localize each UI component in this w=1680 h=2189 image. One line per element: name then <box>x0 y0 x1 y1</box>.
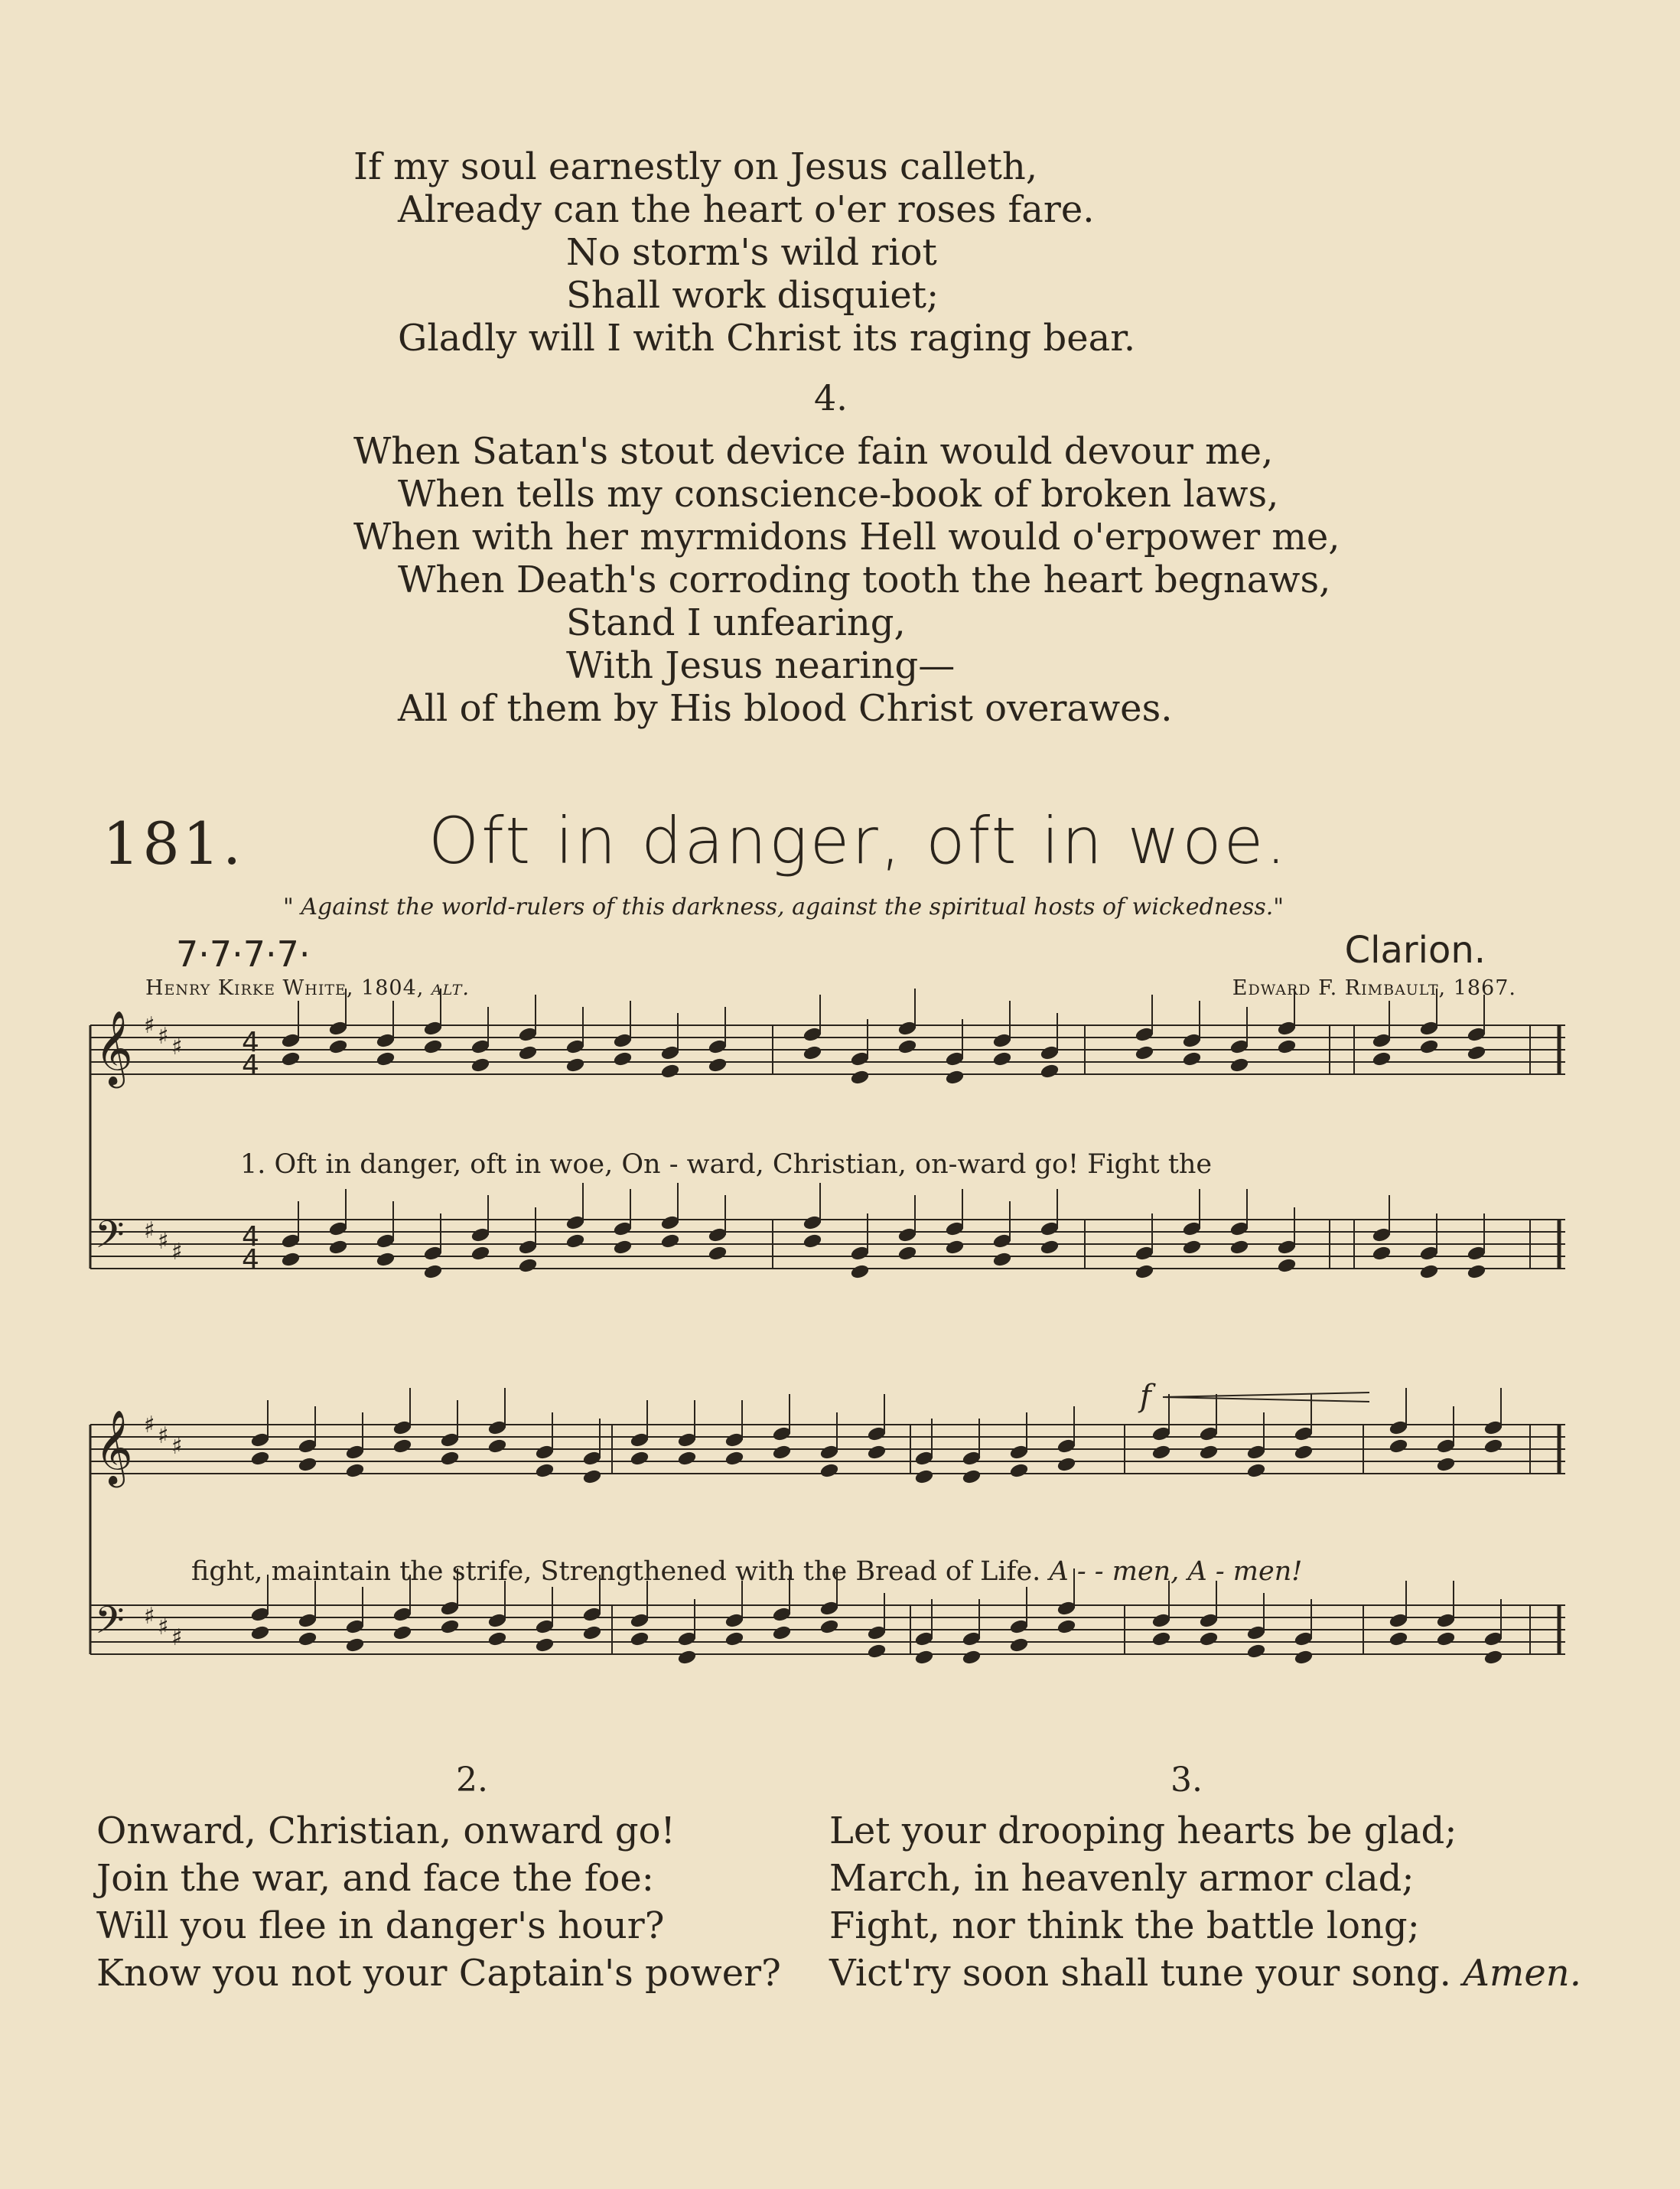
author-alt: alt. <box>431 976 470 1000</box>
note-head <box>423 1021 442 1037</box>
note-head <box>630 1631 649 1647</box>
note-head <box>250 1607 269 1623</box>
note-head <box>345 1463 364 1479</box>
stanza-line-text: Vict'ry soon shall tune your song. <box>829 1952 1451 1995</box>
author-name: Henry Kirke White, <box>145 976 362 1000</box>
note-head <box>1009 1463 1028 1479</box>
note-head <box>1389 1438 1408 1454</box>
note-head <box>677 1650 696 1666</box>
stanza-line: Know you not your Captain's power? <box>96 1952 781 1995</box>
note-head <box>1009 1619 1028 1635</box>
note-head <box>867 1643 886 1660</box>
note-head <box>630 1613 649 1629</box>
verse-line: If my soul earnestly on Jesus calleth, <box>353 145 1038 188</box>
note-head <box>487 1631 506 1647</box>
note-head <box>962 1650 981 1666</box>
note-head <box>328 1039 347 1055</box>
note-head <box>281 1051 300 1067</box>
note-head <box>1419 1021 1438 1037</box>
note-head <box>1057 1438 1076 1454</box>
note-head <box>345 1637 364 1653</box>
note-head <box>897 1227 917 1243</box>
note-head <box>470 1246 490 1262</box>
note-head <box>819 1463 838 1479</box>
note-head <box>487 1438 506 1454</box>
note-head <box>392 1420 412 1436</box>
note-head <box>1483 1438 1503 1454</box>
note-head <box>518 1027 537 1043</box>
note-head <box>565 1057 584 1073</box>
stanza-3-number: 3. <box>1170 1761 1203 1800</box>
note-head <box>1199 1445 1218 1461</box>
note-head <box>1040 1239 1059 1256</box>
sharp-icon: ♯ <box>158 1228 169 1255</box>
note-head <box>470 1057 490 1073</box>
note-head <box>1199 1613 1218 1629</box>
note-head <box>328 1221 347 1237</box>
note-head <box>1040 1045 1059 1061</box>
note-head <box>1436 1631 1455 1647</box>
bass-clef-icon: 𝄢 <box>95 1598 125 1652</box>
time-signature: 4 <box>242 1050 259 1081</box>
note-head <box>376 1252 395 1268</box>
verse-line: When Death's corroding tooth the heart begnaws, <box>398 559 1331 601</box>
note-head <box>867 1625 886 1641</box>
note-head <box>630 1432 649 1448</box>
verse-line: Gladly will I with Christ its raging bear. <box>398 317 1136 360</box>
note-head <box>535 1463 554 1479</box>
note-head <box>1483 1420 1503 1436</box>
time-signature: 4 <box>242 1244 259 1275</box>
note-head <box>1229 1221 1249 1237</box>
note-head <box>281 1033 300 1049</box>
note-head <box>850 1264 869 1280</box>
note-head <box>1009 1445 1028 1461</box>
note-head <box>1483 1650 1503 1666</box>
note-head <box>470 1039 490 1055</box>
note-head <box>708 1057 727 1073</box>
note-head <box>392 1625 412 1641</box>
verse-line: When tells my conscience-book of broken laws, <box>398 473 1279 516</box>
note-head <box>914 1650 933 1666</box>
note-head <box>376 1233 395 1249</box>
note-head <box>1389 1420 1408 1436</box>
note-head <box>1057 1457 1076 1473</box>
note-head <box>298 1613 317 1629</box>
note-head <box>565 1215 584 1231</box>
note-head <box>677 1451 696 1467</box>
note-head <box>1467 1027 1486 1043</box>
note-head <box>1135 1246 1154 1262</box>
note-head <box>914 1469 933 1485</box>
note-head <box>708 1227 727 1243</box>
verse-line: All of them by His blood Christ overawes. <box>398 687 1173 730</box>
note-head <box>992 1051 1011 1067</box>
note-head <box>897 1246 917 1262</box>
verse-line: When Satan's stout device fain would devour me, <box>353 430 1274 473</box>
note-head <box>1389 1613 1408 1629</box>
note-head <box>630 1451 649 1467</box>
note-head <box>992 1233 1011 1249</box>
note-head <box>962 1451 981 1467</box>
note-head <box>803 1045 822 1061</box>
note-head <box>803 1233 822 1249</box>
note-head <box>677 1432 696 1448</box>
note-head <box>850 1246 869 1262</box>
sharp-icon: ♯ <box>171 1239 183 1266</box>
note-head <box>440 1619 459 1635</box>
note-head <box>897 1021 917 1037</box>
note-head <box>819 1601 838 1617</box>
note-head <box>1436 1438 1455 1454</box>
note-head <box>850 1051 869 1067</box>
note-head <box>392 1438 412 1454</box>
note-head <box>1135 1045 1154 1061</box>
note-head <box>518 1045 537 1061</box>
verse-line: When with her myrmidons Hell would o'erpower me, <box>353 516 1340 559</box>
note-head <box>1294 1426 1313 1442</box>
note-head <box>582 1469 601 1485</box>
verse-line: Shall work disquiet; <box>566 274 939 317</box>
note-head <box>613 1239 632 1256</box>
composer-credit: Edward F. Rimbault, 1867. <box>1232 976 1516 1000</box>
crescendo-hairpin <box>1163 1397 1369 1402</box>
note-head <box>660 1233 679 1249</box>
note-head <box>298 1457 317 1473</box>
note-head <box>440 1432 459 1448</box>
crescendo-hairpin <box>1163 1393 1369 1397</box>
note-head <box>1467 1246 1486 1262</box>
stanza-3 <box>829 1757 1680 1997</box>
stanza-line: Will you flee in danger's hour? <box>96 1904 665 1947</box>
note-head <box>992 1252 1011 1268</box>
stanza-line: Join the war, and face the foe: <box>96 1857 654 1900</box>
note-head <box>1419 1246 1438 1262</box>
note-head <box>1277 1239 1296 1256</box>
stanza-line: Onward, Christian, onward go! <box>96 1810 676 1852</box>
note-head <box>1151 1426 1170 1442</box>
note-head <box>518 1239 537 1256</box>
note-head <box>1372 1051 1391 1067</box>
note-head <box>819 1445 838 1461</box>
note-head <box>1389 1631 1408 1647</box>
note-head <box>423 1246 442 1262</box>
note-head <box>772 1625 791 1641</box>
note-head <box>535 1637 554 1653</box>
note-head <box>423 1264 442 1280</box>
note-head <box>250 1625 269 1641</box>
note-head <box>677 1631 696 1647</box>
note-head <box>945 1221 964 1237</box>
tune-name: Clarion. <box>1344 929 1486 972</box>
note-head <box>582 1451 601 1467</box>
sharp-icon: ♯ <box>158 1614 169 1640</box>
meter: 7·7·7·7· <box>176 933 311 975</box>
stanza-line: Let your drooping hearts be glad; <box>829 1810 1457 1852</box>
note-head <box>724 1613 744 1629</box>
note-head <box>867 1426 886 1442</box>
note-head <box>1372 1246 1391 1262</box>
note-head <box>1199 1426 1218 1442</box>
sharp-icon: ♯ <box>158 1023 169 1050</box>
treble-clef-icon: 𝄞 <box>95 1010 133 1085</box>
forte-marking: f <box>1140 1379 1151 1414</box>
note-head <box>518 1258 537 1274</box>
note-head <box>1246 1463 1265 1479</box>
sharp-icon: ♯ <box>171 1624 183 1651</box>
note-head <box>724 1432 744 1448</box>
note-head <box>772 1445 791 1461</box>
note-head <box>1040 1221 1059 1237</box>
verse-line: Already can the heart o'er roses fare. <box>398 188 1095 231</box>
note-head <box>1372 1033 1391 1049</box>
note-head <box>1182 1051 1201 1067</box>
bass-clef-icon: 𝄢 <box>95 1213 125 1266</box>
note-head <box>1229 1239 1249 1256</box>
time-signature: 4 <box>242 1221 259 1252</box>
note-head <box>250 1432 269 1448</box>
note-head <box>1246 1643 1265 1660</box>
lyric-amen: A - - men, A - men! <box>1049 1556 1303 1587</box>
note-head <box>850 1070 869 1086</box>
note-head <box>772 1426 791 1442</box>
note-head <box>376 1033 395 1049</box>
verse-line: No storm's wild riot <box>566 231 937 274</box>
note-head <box>535 1445 554 1461</box>
note-head <box>1277 1039 1296 1055</box>
note-head <box>298 1631 317 1647</box>
note-head <box>1151 1613 1170 1629</box>
stanza-line <box>829 1950 1680 1997</box>
note-head <box>440 1451 459 1467</box>
note-head <box>1277 1021 1296 1037</box>
stanza-2-number: 2. <box>456 1761 488 1800</box>
note-head <box>819 1619 838 1635</box>
stanza-line: March, in heavenly armor clad; <box>829 1857 1415 1900</box>
note-head <box>298 1438 317 1454</box>
note-head <box>1436 1457 1455 1473</box>
note-head <box>582 1607 601 1623</box>
note-head <box>1419 1039 1438 1055</box>
note-head <box>613 1033 632 1049</box>
treble-clef-icon: 𝄞 <box>95 1409 133 1484</box>
hymn-title: Oft in danger, oft in woe. <box>428 803 1289 878</box>
note-head <box>613 1221 632 1237</box>
note-head <box>582 1625 601 1641</box>
note-head <box>724 1451 744 1467</box>
note-head <box>1135 1264 1154 1280</box>
stanza-number: 4. <box>814 377 848 419</box>
note-head <box>1199 1631 1218 1647</box>
note-head <box>1294 1650 1313 1666</box>
note-head <box>535 1619 554 1635</box>
stanza-amen: Amen. <box>1450 1952 1581 1995</box>
note-head <box>440 1601 459 1617</box>
note-head <box>1151 1445 1170 1461</box>
note-head <box>945 1239 964 1256</box>
note-head <box>1483 1631 1503 1647</box>
lyric-line-1: 1. Oft in danger, oft in woe, On - ward, Christian, on-ward go! Fight the <box>240 1149 1213 1180</box>
note-head <box>708 1246 727 1262</box>
time-signature: 4 <box>242 1027 259 1058</box>
note-head <box>945 1070 964 1086</box>
note-head <box>660 1064 679 1080</box>
hymn-number: 181. <box>103 809 245 878</box>
note-head <box>1246 1445 1265 1461</box>
note-head <box>772 1607 791 1623</box>
note-head <box>613 1051 632 1067</box>
note-head <box>565 1039 584 1055</box>
note-head <box>708 1039 727 1055</box>
lyric-line-2-text: fight, maintain the strife, Strengthened with the Bread of Life. <box>191 1556 1041 1587</box>
note-head <box>1372 1227 1391 1243</box>
note-head <box>487 1420 506 1436</box>
note-head <box>1057 1601 1076 1617</box>
note-head <box>376 1051 395 1067</box>
hymn-epigraph: " Against the world-rulers of this darkness, against the spiritual hosts of wickedness." <box>283 894 1284 920</box>
note-head <box>1294 1445 1313 1461</box>
note-head <box>962 1631 981 1647</box>
note-head <box>1229 1039 1249 1055</box>
note-head <box>914 1451 933 1467</box>
note-head <box>487 1613 506 1629</box>
note-head <box>914 1631 933 1647</box>
sharp-icon: ♯ <box>158 1422 169 1449</box>
note-head <box>1009 1637 1028 1653</box>
note-head <box>1182 1033 1201 1049</box>
note-head <box>470 1227 490 1243</box>
verse-line: Stand I unfearing, <box>566 601 906 644</box>
note-head <box>1040 1064 1059 1080</box>
note-head <box>962 1469 981 1485</box>
note-head <box>328 1021 347 1037</box>
sharp-icon: ♯ <box>144 1412 155 1438</box>
note-head <box>660 1045 679 1061</box>
note-head <box>1229 1057 1249 1073</box>
author-year: 1804, <box>361 976 431 1000</box>
sharp-icon: ♯ <box>171 1034 183 1060</box>
note-head <box>345 1619 364 1635</box>
note-head <box>1182 1221 1201 1237</box>
note-head <box>1294 1631 1313 1647</box>
stanza-line: Fight, nor think the battle long; <box>829 1904 1420 1947</box>
note-head <box>1057 1619 1076 1635</box>
sharp-icon: ♯ <box>144 1012 155 1039</box>
note-head <box>660 1215 679 1231</box>
note-head <box>803 1027 822 1043</box>
note-head <box>565 1233 584 1249</box>
note-head <box>1182 1239 1201 1256</box>
note-head <box>345 1445 364 1461</box>
note-head <box>803 1215 822 1231</box>
note-head <box>1436 1613 1455 1629</box>
sharp-icon: ♯ <box>171 1433 183 1460</box>
verse-line: With Jesus nearing— <box>566 644 956 687</box>
note-head <box>1467 1045 1486 1061</box>
note-head <box>1277 1258 1296 1274</box>
note-head <box>328 1239 347 1256</box>
note-head <box>281 1233 300 1249</box>
note-head <box>897 1039 917 1055</box>
note-head <box>250 1451 269 1467</box>
note-head <box>281 1252 300 1268</box>
sharp-icon: ♯ <box>144 1603 155 1630</box>
note-head <box>1151 1631 1170 1647</box>
note-head <box>423 1039 442 1055</box>
lyric-line-2 <box>191 1556 1302 1587</box>
note-head <box>724 1631 744 1647</box>
sharp-icon: ♯ <box>144 1217 155 1244</box>
note-head <box>945 1051 964 1067</box>
note-head <box>1246 1625 1265 1641</box>
note-head <box>867 1445 886 1461</box>
note-head <box>392 1607 412 1623</box>
note-head <box>1135 1027 1154 1043</box>
note-head <box>1419 1264 1438 1280</box>
note-head <box>992 1033 1011 1049</box>
note-head <box>1467 1264 1486 1280</box>
